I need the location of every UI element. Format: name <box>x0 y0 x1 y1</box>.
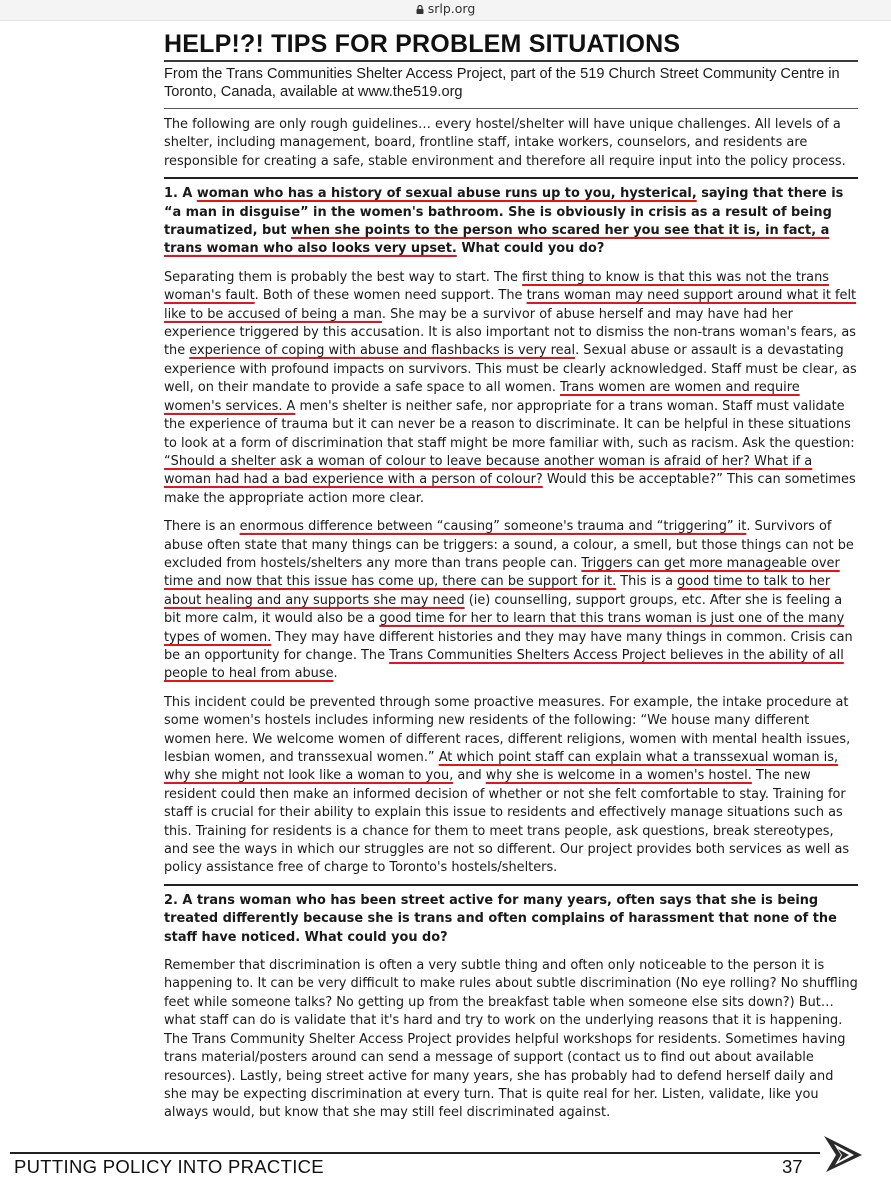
annotation-underline: Trans women are women and require women's services. A <box>164 380 800 414</box>
next-page-arrow-icon[interactable] <box>820 1134 864 1174</box>
annotation-underline: woman who has a history of sexual abuse runs up to you, hysterical, <box>196 186 697 202</box>
annotation-underline: when she points to the person who scared her you see that it is, in fact, a trans woman who also looks very upset. <box>164 223 830 257</box>
page-title: HELP!?! TIPS FOR PROBLEM SITUATIONS <box>164 30 681 58</box>
source-line-2: Toronto, Canada, available at www.the519.org <box>164 84 463 100</box>
intro-paragraph: The following are only rough guidelines… every hostel/shelter will have unique challenges. All levels of a shelter, including management, board, frontline staff, intake workers, counselors, and residents are responsible for creating a safe, stable environment and therefore all require input into the policy process. <box>164 117 846 169</box>
question-2: 2. A trans woman who has been street active for many years, often says that she is being treated differently because she is trans and often complains of harassment that none of the staff have noticed. What could you do? <box>164 892 837 945</box>
annotation-underline: experience of coping with abuse and flashbacks is very real <box>189 343 576 359</box>
source-credit <box>164 65 858 101</box>
annotation-underline: good time for her to learn that this trans woman is just one of the many types of women. <box>164 611 845 645</box>
address-bar[interactable] <box>0 0 891 21</box>
answer-2-paragraph: Remember that discrimination is often a very subtle thing and often only noticeable to the person it is happening to. It can be very difficult to make rules about subtle discrimination (No eye rolling? No shuffling feet while someone talks? No getting up from the breakfast table when someone else sits down?) But… what staff can do is validate that it's hard and try to work on the underlying reasons that it is happening. The Trans Community Shelter Access Project provides helpful workshops for residents. Sometimes having trans material/posters around can send a message of support (contact us to find out about available resources). Lastly, being street active for many years, she has probably had to defend herself daily and she may be expecting discrimination at every turn. That is quite real for her. Listen, validate, like you always would, but know that she may still feel discriminated against. <box>164 958 858 1121</box>
answer-1-paragraph-1: Separating them is probably the best way to start. The first thing to know is that this was not the trans woman's fault. Both of these women need support. The trans woman may need support around what it felt like to be accused of being a man. She may be a survivor of abuse herself and may have had her experience triggered by this accusation. It is also important not to dismiss the non-trans woman's fears, as the experience of coping with abuse and flashbacks is very real. Sexual abuse or assault is a devastating experience with profound impacts on survivors. This must be clearly acknowledged. Staff must be clear, as well, on their mandate to provide a safe space to all women. Trans women are women and require women's services. A men's shelter is neither safe, nor appropriate for a trans woman. Staff must validate the experience of trauma but it can never be a reason to discriminate. It can be helpful in these situations to look at a form of discrimination that staff might be more familiar with, such as racism. Ask the question: “Should a shelter ask a woman of colour to leave because another woman is afraid of her? What if a woman had had a bad experience with a person of colour? Would this be acceptable?” This can sometimes make the appropriate action more clear. <box>164 269 857 506</box>
question-1: 1. A woman who has a history of sexual abuse runs up to you, hysterical, saying that there is “a man in disguise” in the women's bathroom. She is obviously in crisis as a result of being traumatized, but when she points to the person who scared her you see that it is, in fact, a trans woman who also looks very upset. What could you do? <box>164 186 844 257</box>
article <box>164 30 858 1123</box>
annotation-underline: trans woman may need support around what it felt like to be accused of being a man <box>164 288 857 322</box>
footer-divider <box>10 1152 820 1154</box>
annotation-underline: “Should a shelter ask a woman of colour to leave because another woman is afraid of her? What if a woman had had a bad experience with a person of colour? <box>164 453 813 488</box>
annotation-underline: good time to talk to her about healing and any supports she may need <box>164 574 831 608</box>
annotation-underline: Trans Communities Shelters Access Project believes in the ability of all people to heal from abuse <box>164 647 844 682</box>
annotation-underline: At which point staff can explain what a transsexual woman is, why she might not look like a woman to you, <box>164 750 839 784</box>
lock-icon <box>416 5 424 14</box>
answer-1-paragraph-2: There is an enormous difference between “causing” someone's trauma and “triggering” it. Survivors of abuse often state that many things can be triggers: a sound, a colour, a smell, but those things can not be excluded from hostels/shelters any more than trans people can. Triggers can get more manageable over time and now that this issue has come up, there can be support for it. This is a good time to talk to her about healing and any supports she may need (ie) counselling, support groups, etc. After she is feeling a bit more calm, it would also be a good time for her to learn that this trans woman is just one of the many types of women. They may have different histories and they may have many things in common. Crisis can be an opportunity for change. The Trans Communities Shelters Access Project believes in the ability of all people to heal from abuse. <box>164 519 854 682</box>
source-divider <box>164 108 858 109</box>
title-divider <box>164 60 858 62</box>
url-text: srlp.org <box>427 1 476 16</box>
section-divider-2 <box>164 884 858 886</box>
section-divider-1 <box>164 177 858 179</box>
page-number: 37 <box>782 1156 803 1177</box>
annotation-underline: why she is welcome in a women's hostel. <box>485 768 752 784</box>
annotation-underline: first thing to know is that this was not the trans woman's fault <box>164 269 829 304</box>
footer-section-title: PUTTING POLICY INTO PRACTICE <box>14 1156 324 1177</box>
answer-1-paragraph-3: This incident could be prevented through some proactive measures. For example, the intake procedure at some women's hostels includes informing new residents of the following: “We house many different women here. We welcome women of different races, different religions, women with mental health issues, lesbian women, and transsexual women.” At which point staff can explain what a transsexual woman is, why she might not look like a woman to you, and why she is welcome in a women's hostel. The new resident could then make an informed decision of whether or not she felt comfortable to stay. Training for staff is crucial for their ability to explain this issue to residents and effectively manage situations such as this. Training for residents is a chance for them to meet trans people, ask questions, break stereotypes, and see the ways in which our struggles are not so different. Our project provides both services as well as policy assistance free of charge to Toronto's hostels/shelters. <box>164 694 851 876</box>
source-line-1: From the Trans Communities Shelter Access Project, part of the 519 Church Street Community Centre in <box>164 66 840 82</box>
annotation-underline: Triggers can get more manageable over time and now that this issue has come up, there can be support for it. <box>164 555 840 590</box>
annotation-underline: enormous difference between “causing” someone's trauma and “triggering” it <box>239 519 747 535</box>
